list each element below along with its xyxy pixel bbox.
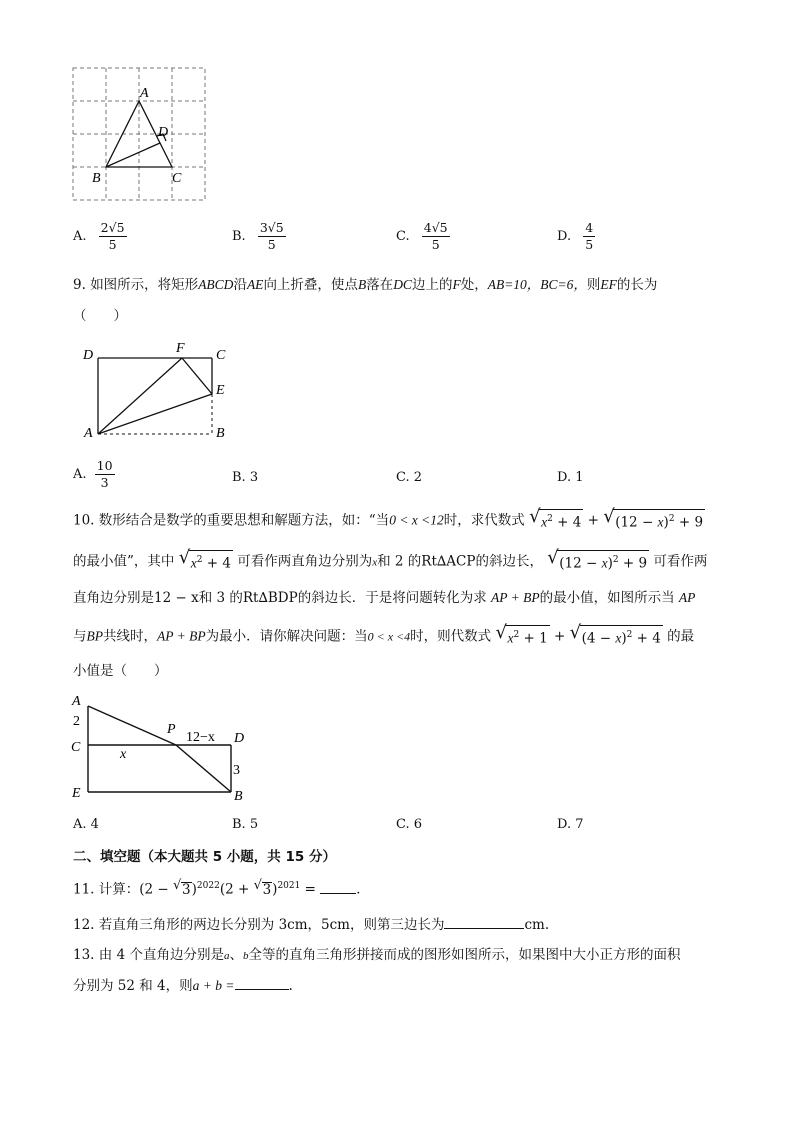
label-a: A xyxy=(84,426,93,441)
q11-question: 11. 计算：(2 − √ 3)$^{2022}$(2 + √ 3)$^{2021}$ = ． xyxy=(73,877,370,898)
q8-option-b: B. $\frac{3√5}{5}$ xyxy=(232,220,284,252)
section-2-title: 二、填空题（本大题共 5 小题，共 15 分） xyxy=(73,849,336,865)
q10-line-3: 直角边分别是12 − x和 3 的Rt∆BDP的斜边长．于是将问题转化为求 AP + BP的最小值，如图所示当 AP xyxy=(73,590,696,606)
q10-option-c: C. 6 xyxy=(396,817,423,832)
q8-option-a: A. $\frac{2√5}{5}$ xyxy=(73,220,125,252)
label-b: B xyxy=(92,171,101,186)
segment-fe xyxy=(182,358,212,394)
q10-figure xyxy=(68,688,258,803)
label-d: D xyxy=(83,348,94,363)
label-e: E xyxy=(216,383,225,398)
q11-answer-blank[interactable] xyxy=(320,879,356,894)
q9-option-d: D. 1 xyxy=(557,470,584,485)
q13-line-2: 分别为 52 和 4，则a + b = . xyxy=(73,975,293,996)
label-2: 2 xyxy=(73,714,80,729)
q13-answer-blank[interactable] xyxy=(235,975,289,990)
label-a: A xyxy=(72,694,81,709)
label-d: D xyxy=(234,731,245,746)
q10-line-5: 小值是（ ） xyxy=(73,663,168,679)
q9-option-a: A. $\frac{10}{3}$ xyxy=(73,458,113,490)
q10-line-1: 10. 数形结合是数学的重要思想和解题方法，如：“当0 < x <12时，求代数式 √ $x^2 + 4$ + √ $(12 - x)^2 + 9$ xyxy=(73,506,704,531)
segment-af xyxy=(98,358,182,434)
q12-answer-blank[interactable] xyxy=(444,914,524,929)
label-x: x xyxy=(120,747,127,762)
fold-line-ae xyxy=(98,394,212,434)
label-c: C xyxy=(216,348,226,363)
label-f: F xyxy=(176,341,185,356)
q9-option-b: B. 3 xyxy=(232,470,259,485)
segment-ap xyxy=(88,706,176,745)
label-d: D xyxy=(158,125,169,140)
q10-line-4: 与BP共线时，AP + BP为最小．请你解决问题：当0 < x <4时，则代数式 √ $x^2 + 1$ + √ $(4 - x)^2 + 4$ 的最 xyxy=(73,622,695,647)
label-e: E xyxy=(72,786,81,801)
label-c: C xyxy=(71,740,81,755)
q13-line-1: 13. 由 4 个直角边分别是a、b全等的直角三角形拼接而成的图形如图所示，如果图中大小正方形的面积 xyxy=(73,947,681,963)
label-3: 3 xyxy=(233,763,240,778)
label-a: A xyxy=(140,86,149,101)
label-c: C xyxy=(172,171,182,186)
q8-option-c: C. $\frac{4√5}{5}$ xyxy=(396,220,448,252)
q9-question: 9. 如图所示，将矩形ABCD沿AE向上折叠，使点B落在DC边上的F处，AB=10，BC=6，则EF的长为 xyxy=(73,277,658,293)
segment-bd xyxy=(106,143,160,167)
q8-option-d: D. $\frac{4}{5}$ xyxy=(557,220,594,252)
label-p: P xyxy=(167,722,176,737)
q9-option-c: C. 2 xyxy=(396,470,423,485)
q8-figure xyxy=(68,64,213,206)
sqrt-x2-plus-4: √ $x^2 + 4$ xyxy=(529,506,582,531)
q12-question: 12. 若直角三角形的两边长分别为 3cm，5cm，则第三边长为 cm. xyxy=(73,914,549,935)
q9-paren: （ ） xyxy=(73,308,127,324)
q10-option-d: D. 7 xyxy=(557,817,584,832)
segment-pb xyxy=(176,745,231,792)
q9-figure xyxy=(80,338,230,443)
q10-option-a: A. 4 xyxy=(73,817,99,832)
q10-option-b: B. 5 xyxy=(232,817,259,832)
q10-line-2: 的最小值”，其中 √ $x^2 + 4$ 可看作两直角边分别为x和 2 的Rt∆ACP的斜边长， √ $(12 - x)^2 + 9$ 可看作两 xyxy=(73,547,708,572)
label-b: B xyxy=(216,426,225,441)
label-b: B xyxy=(234,789,243,803)
label-12-minus-x: 12−x xyxy=(186,730,215,745)
sqrt-12-minus-x-sq-plus-9: √ $(12 - x)^2 + 9$ xyxy=(603,506,704,531)
